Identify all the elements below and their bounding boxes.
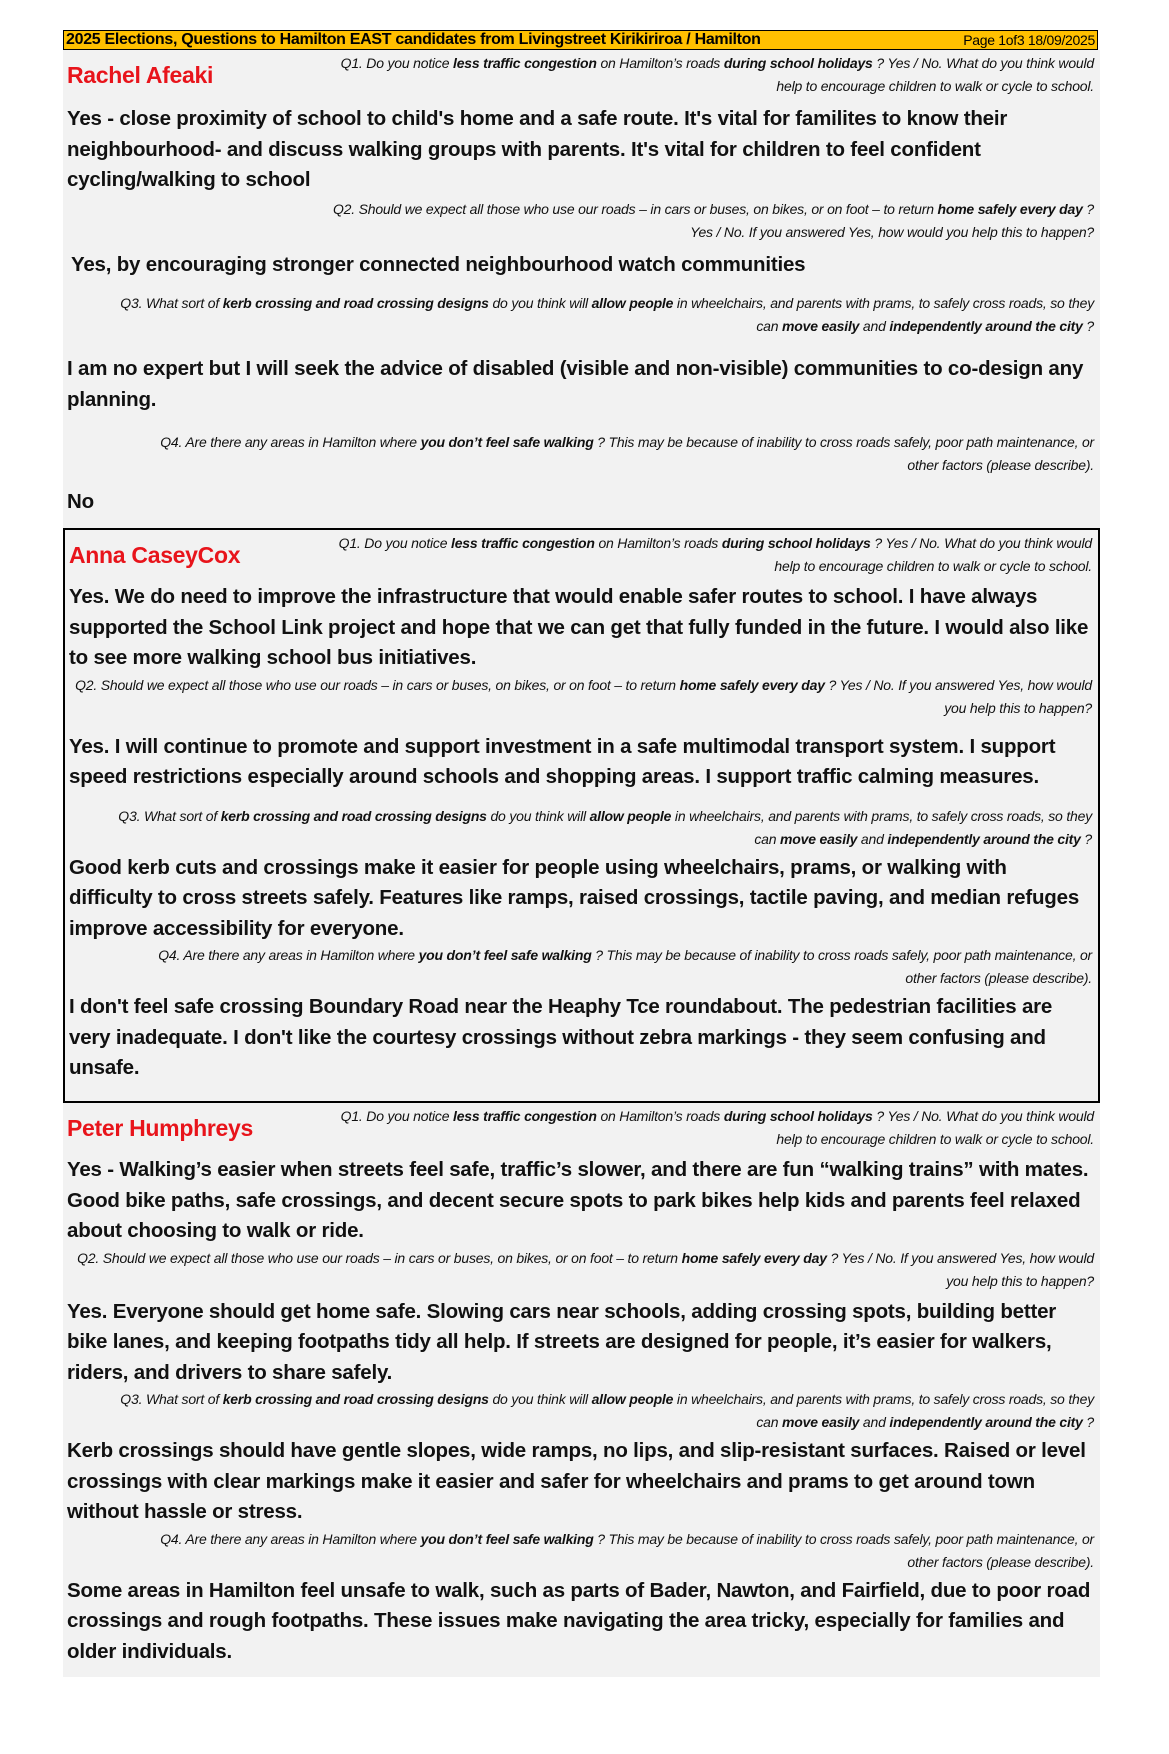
question-text-segment: on Hamilton’s roads xyxy=(596,55,724,71)
question-text-segment: do you think will xyxy=(488,1391,592,1407)
question-text-segment: on Hamilton’s roads xyxy=(596,1108,724,1124)
question-text-segment: you don’t feel safe walking xyxy=(420,434,594,450)
question-text-segment: ? xyxy=(1082,318,1094,334)
question-2 xyxy=(67,1247,1094,1293)
answer-1: Yes. We do need to improve the infrastructure that would enable safer routes to school. I have always supported the School Link project and hope that we can get that fully funded in the future. I would also like to see more walking school bus initiatives. xyxy=(69,585,1089,669)
answer-4: Some areas in Hamilton feel unsafe to walk, such as parts of Bader, Nawton, and Fairfield, due to poor road crossings and rough footpaths. These issues make navigating the area tricky, especially for families and older individuals. xyxy=(67,1578,1091,1663)
answer-2: Yes. Everyone should get home safe. Slowing cars near schools, adding crossing spots, building better bike lanes, and keeping footpaths tidy all help. If streets are designed for people, it’s easier for walkers, riders, and drivers to share safely. xyxy=(67,1299,1057,1384)
answer-3: I am no expert but I will seek the advice of disabled (visible and non-visible) communities to co-design any planning. xyxy=(67,357,1084,411)
question-text-segment: Q1. Do you notice xyxy=(340,1108,453,1124)
question-text-segment: kerb crossing and road crossing designs xyxy=(222,1391,489,1407)
question-1 xyxy=(334,1105,1094,1151)
question-text-segment: home safely every day xyxy=(937,200,1083,217)
question-text-segment: allow people xyxy=(591,295,674,311)
answer-1: Yes - close proximity of school to child's home and a safe route. It's vital for familites to know their neighbourhood- and discuss walking groups with parents. It's vital for children to feel confident cycling/walking to school xyxy=(67,107,1008,191)
question-text-segment: ? This may be because of inability to cross roads safely, poor path maintenance, or other factors (please describe). xyxy=(593,1530,1094,1570)
question-text-segment: less traffic congestion xyxy=(451,535,595,551)
answer-4: No xyxy=(67,490,94,513)
question-4 xyxy=(149,944,1092,990)
candidate-name: Peter Humphreys xyxy=(67,1115,253,1141)
question-text-segment: Q3. What sort of xyxy=(118,807,221,824)
question-text-segment: Q2. Should we expect all those who use our roads – in cars or buses, on bikes, or on foot – to return xyxy=(77,1249,682,1266)
question-text-segment: do you think will xyxy=(488,295,592,311)
answer-4: I don't feel safe crossing Boundary Road near the Heaphy Tce roundabout. The pedestrian facilities are very inadequate. I don't like the courtesy crossings without zebra markings - they seem confusing and unsafe. xyxy=(69,995,1053,1079)
question-text-segment: Q4. Are there any areas in Hamilton where xyxy=(160,1530,421,1547)
question-text-segment: allow people xyxy=(589,807,672,824)
question-text-segment: ? Yes / No. What do you think would help to encourage children to walk or cycle to school. xyxy=(776,55,1094,94)
question-text-segment: in wheelchairs, and parents with prams, to safely cross roads, so they can xyxy=(673,1391,1094,1430)
question-text-segment: independently around the city xyxy=(887,830,1081,847)
question-text-segment: Q3. What sort of xyxy=(120,295,223,311)
question-text-segment: move easily xyxy=(782,318,860,334)
question-4 xyxy=(147,431,1094,477)
question-text-segment: Q2. Should we expect all those who use our roads – in cars or buses, on bikes, or on foot – to return xyxy=(332,200,938,217)
answer-3: Kerb crossings should have gentle slopes, wide ramps, no lips, and slip-resistant surfaces. Raised or level crossings with clear markings make it easier and safer for wheelchairs and prams to get around town without hassle or stress. xyxy=(67,1439,1086,1523)
question-1 xyxy=(332,532,1092,578)
question-3 xyxy=(97,292,1094,338)
page-header xyxy=(63,30,1098,50)
question-text-segment: less traffic congestion xyxy=(453,55,597,71)
question-text-segment: independently around the city xyxy=(889,318,1083,334)
question-2 xyxy=(69,674,1092,720)
question-text-segment: home safely every day xyxy=(679,676,825,693)
question-text-segment: Q2. Should we expect all those who use our roads – in cars or buses, on bikes, or on foot – to return xyxy=(75,676,680,693)
question-text-segment: during school holidays xyxy=(723,1108,873,1124)
question-text-segment: less traffic congestion xyxy=(453,1108,597,1124)
question-text-segment: in wheelchairs, and parents with prams, to safely cross roads, so they can xyxy=(671,807,1092,847)
question-text-segment: kerb crossing and road crossing designs xyxy=(222,295,489,311)
question-4 xyxy=(147,1528,1094,1574)
question-text-segment: you don’t feel safe walking xyxy=(418,947,592,963)
question-text-segment: ? Yes / No. If you answered Yes, how would you help this to happen? xyxy=(690,200,1094,240)
question-text-segment: move easily xyxy=(782,1414,860,1430)
question-text-segment: ? Yes / No. What do you think would help to encourage children to walk or cycle to school. xyxy=(774,535,1092,574)
question-text-segment: ? xyxy=(1080,830,1092,847)
question-text-segment: and xyxy=(859,1414,890,1430)
answer-2: Yes, by encouraging stronger connected neighbourhood watch communities xyxy=(71,252,806,276)
document-title: 2025 Elections, Questions to Hamilton EAST candidates from Livingstreet Kirikiriroa / Hamilton xyxy=(66,31,761,48)
question-text-segment: ? Yes / No. What do you think would help to encourage children to walk or cycle to school. xyxy=(776,1108,1094,1147)
candidate-section xyxy=(63,528,1100,1103)
question-text-segment: ? This may be because of inability to cross roads safely, poor path maintenance, or other factors (please describe). xyxy=(591,947,1092,986)
question-text-segment: Q1. Do you notice xyxy=(340,55,453,71)
question-text-segment: independently around the city xyxy=(889,1414,1083,1430)
question-text-segment: in wheelchairs, and parents with prams, to safely cross roads, so they can xyxy=(673,295,1094,334)
question-text-segment: do you think will xyxy=(486,807,590,824)
candidate-name: Anna CaseyCox xyxy=(69,542,241,568)
question-text-segment: home safely every day xyxy=(681,1249,827,1266)
candidate-name: Rachel Afeaki xyxy=(67,62,214,88)
question-text-segment: you don’t feel safe walking xyxy=(420,1530,594,1547)
question-text-segment: during school holidays xyxy=(723,55,873,71)
question-text-segment: ? xyxy=(1082,1414,1094,1430)
question-text-segment: ? Yes / No. If you answered Yes, how would you help this to happen? xyxy=(826,1249,1094,1289)
question-text-segment: ? This may be because of inability to cross roads safely, poor path maintenance, or other factors (please describe). xyxy=(593,434,1094,473)
question-text-segment: move easily xyxy=(780,830,858,847)
question-text-segment: allow people xyxy=(591,1391,674,1407)
question-text-segment: Q4. Are there any areas in Hamilton where xyxy=(160,434,421,450)
question-text-segment: Q4. Are there any areas in Hamilton where xyxy=(158,947,419,963)
candidate-section xyxy=(63,1103,1100,1677)
question-3 xyxy=(99,805,1092,851)
question-1 xyxy=(334,52,1094,98)
question-text-segment: Q3. What sort of xyxy=(120,1391,223,1407)
answer-1: Yes - Walking’s easier when streets feel safe, traffic’s slower, and there are fun “walking trains” with mates. Good bike paths, safe crossings, and decent secure spots to park bikes help kids and parents feel relaxed about choosing to walk or ride. xyxy=(67,1158,1089,1242)
question-text-segment: Q1. Do you notice xyxy=(338,535,451,551)
answer-3: Good kerb cuts and crossings make it easier for people using wheelchairs, prams, or walking with difficulty to cross streets safely. Features like ramps, raised crossings, tactile paving, and median refuges improve accessibility for everyone. xyxy=(69,855,1080,940)
answer-2: Yes. I will continue to promote and support investment in a safe multimodal transport system. I support speed restrictions especially around schools and shopping areas. I support traffic calming measures. xyxy=(69,734,1056,788)
question-2 xyxy=(327,198,1094,244)
question-text-segment: ? Yes / No. If you answered Yes, how would you help this to happen? xyxy=(824,676,1092,716)
question-text-segment: on Hamilton’s roads xyxy=(594,535,722,551)
question-3 xyxy=(97,1388,1094,1434)
candidates-content xyxy=(63,50,1100,1677)
page-info: Page 1of3 18/09/2025 xyxy=(963,32,1095,48)
candidate-section xyxy=(63,50,1100,528)
question-text-segment: and xyxy=(857,830,888,847)
question-text-segment: during school holidays xyxy=(721,535,871,551)
question-text-segment: kerb crossing and road crossing designs xyxy=(220,807,487,824)
question-text-segment: and xyxy=(859,318,890,334)
